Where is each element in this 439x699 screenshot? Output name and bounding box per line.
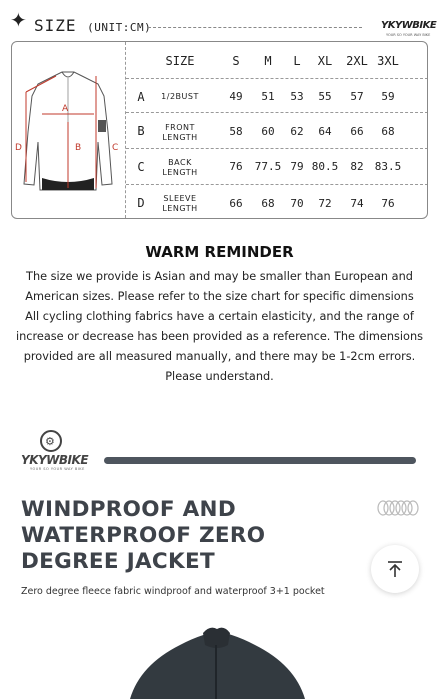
reminder-line: increase or decrease has been provided as a reference. The dimensions [16,330,423,343]
table-cell: 66 [229,197,243,210]
table-cell: 66 [350,125,364,138]
table-cell: 64 [318,125,332,138]
row-letter: C [137,160,145,174]
table-cell: 57 [350,90,364,103]
row-divider [126,184,428,185]
reminder-line: Please understand. [165,370,274,383]
table-cell: 83.5 [374,160,402,173]
reminder-line: provided are all measured manually, and there may be 1-2cm errors. [23,350,416,363]
table-cell: 62 [290,125,304,138]
table-cell: 74 [350,197,364,210]
table-cell: 59 [381,90,395,103]
size-xl: XL [317,54,333,68]
brand-logo: YKYWBIKE [21,453,89,467]
table-cell: 68 [381,125,395,138]
table-cell: 76 [229,160,243,173]
table-cell: 55 [318,90,332,103]
brand-divider-bar [104,457,416,464]
reminder-line: American sizes. Please refer to the size chart for specific dimensions [25,290,414,303]
row-divider [126,148,428,149]
table-cell: 77.5 [254,160,282,173]
sparkle-icon: ✦ [10,8,27,32]
rings-icon [377,500,419,516]
table-cell: 80.5 [311,160,339,173]
table-cell: 58 [229,125,243,138]
brand-logo-small: YKYWBIKE [381,20,437,31]
jacket-diagram-icon [12,62,124,202]
product-headline: WINDPROOF AND WATERPROOF ZERO DEGREE JACKET [21,497,266,574]
mark-a: A [62,104,69,114]
mark-c: C [112,143,119,153]
brand-tagline: YOUR SO YOUR WAY BIKE [30,467,85,471]
size-column-header: SIZE [165,54,195,68]
reminder-line: All cycling clothing fabrics have a certain elasticity, and the range of [25,310,414,323]
row-letter: D [137,196,145,210]
mark-b: B [75,143,82,153]
table-cell: 72 [318,197,332,210]
arrow-up-to-top-icon [385,559,405,579]
reminder-title: WARM REMINDER [145,243,294,261]
size-title: SIZE (UNIT:CM) [34,16,152,35]
mark-d: D [15,143,22,153]
jacket-product-image [100,625,330,699]
reminder-line: The size we provide is Asian and may be smaller than European and [26,270,413,283]
brand-tagline-small: YOUR SO YOUR WAY BIKE [386,33,431,37]
bike-logo-icon: ⚙ [40,430,62,452]
size-header [0,0,439,40]
row-letter: B [137,124,145,138]
row-label: SLEEVE LENGTH [162,194,198,213]
row-label: 1/2BUST [161,92,199,101]
product-subline: Zero degree fleece fabric windproof and waterproof 3+1 pocket [21,586,325,597]
table-cell: 49 [229,90,243,103]
table-cell: 70 [290,197,304,210]
row-divider [126,112,428,113]
table-cell: 76 [381,197,395,210]
table-cell: 53 [290,90,304,103]
table-cell: 82 [350,160,364,173]
back-to-top-button[interactable] [371,545,419,593]
header-divider [148,27,362,28]
row-divider [126,78,428,79]
table-cell: 79 [290,160,304,173]
table-cell: 51 [261,90,275,103]
table-cell: 68 [261,197,275,210]
row-label: FRONT LENGTH [162,123,198,142]
unit-label: (UNIT:CM) [87,21,152,34]
table-cell: 60 [261,125,275,138]
size-s: S [232,54,240,68]
size-m: M [264,54,272,68]
size-l: L [293,54,301,68]
size-2xl: 2XL [346,54,368,68]
row-label: BACK LENGTH [162,158,198,177]
row-letter: A [137,90,145,104]
size-chart [11,41,428,219]
size-3xl: 3XL [377,54,399,68]
chart-divider [125,42,126,218]
